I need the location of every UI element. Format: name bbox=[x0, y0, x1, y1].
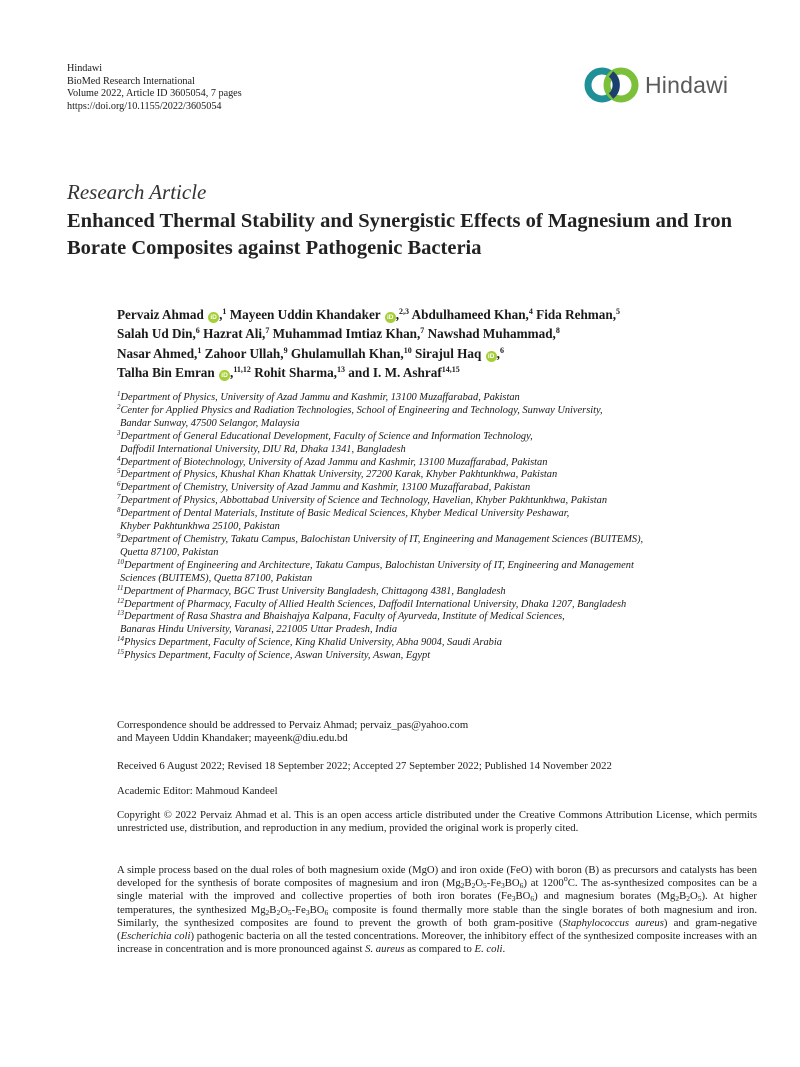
author-name: Fida Rehman, bbox=[536, 307, 617, 322]
journal-meta bbox=[67, 63, 242, 113]
publisher-name: Hindawi bbox=[67, 63, 103, 74]
author-line bbox=[117, 324, 757, 343]
affiliation-number: 1 bbox=[117, 390, 121, 398]
author-affil-ref: 9 bbox=[283, 345, 288, 355]
species-name: S. aureus bbox=[365, 943, 405, 956]
affiliation-text: Department of Pharmacy, BGC Trust University Bangladesh, Chittagong 4381, Bangladesh bbox=[123, 585, 506, 597]
author-name: Nawshad Muhammad, bbox=[427, 326, 556, 342]
subscript: 2 bbox=[686, 894, 691, 904]
affiliation bbox=[117, 428, 757, 444]
affiliation bbox=[117, 495, 757, 508]
affiliation-continuation: Quetta 87100, Pakistan bbox=[120, 546, 219, 558]
affiliation-number: 13 bbox=[117, 609, 124, 618]
subscript: 3 bbox=[501, 881, 505, 891]
subscript: 3 bbox=[305, 907, 310, 917]
copyright-notice: Copyright © 2022 Pervaiz Ahmad et al. This is an open access article distributed under the Creative Commons Attribution License, which permits unrestricted use, distribution, and reproduction in any medium, provided the original work is properly cited. bbox=[117, 809, 757, 835]
subscript: 5 bbox=[483, 881, 487, 891]
abstract-text: -Fe bbox=[486, 877, 502, 890]
hindawi-logo[interactable] bbox=[584, 64, 728, 106]
affiliation bbox=[117, 557, 757, 573]
affiliation-number: 7 bbox=[117, 493, 121, 502]
author-name: Pervaiz Ahmad bbox=[117, 307, 204, 322]
author-affil-ref: 4 bbox=[528, 307, 533, 316]
affiliation bbox=[117, 392, 757, 405]
author-line: Nasar Ahmed,$^1$ Zahoor Ullah,$^9$ Ghulamullah Khan,$^{10}$ Sirajul Haq iD ,$^6$ bbox=[117, 345, 504, 361]
subscript: 2 bbox=[675, 894, 680, 904]
affiliation-number: 3 bbox=[117, 428, 121, 437]
article-title: Enhanced Thermal Stability and Synergistic Effects of Magnesium and Iron Borate Composites against Pathogenic Bacteria bbox=[67, 210, 732, 259]
orcid-icon[interactable]: iD bbox=[208, 312, 219, 323]
journal-name: BioMed Research International bbox=[67, 75, 195, 87]
author-name: Abdulhameed Khan, bbox=[411, 307, 529, 322]
affiliation bbox=[117, 482, 757, 495]
abstract-text: composite is found thermally more stable than the single borates of both magnesium and iron. Similarly, the synthesized composites are found to prevent the growth of both gram-positive ( bbox=[117, 903, 757, 929]
subscript: 5 bbox=[287, 907, 292, 917]
affiliation bbox=[117, 508, 757, 521]
affiliation-text: Department of Chemistry, Takatu Campus, Balochistan University of IT, Engineering and Management Sciences (BUITEMS), bbox=[120, 533, 644, 545]
abstract-text: ) pathogenic bacteria on all the tested concentrations. Moreover, the inhibitory effect of the synthesized composite increases with an increase in concentration and is more pronounced against bbox=[117, 930, 757, 956]
author-line: Pervaiz Ahmad iD ,$^1$ Mayeen Uddin Khandaker iD ,$^{2,3}$ Abdulhameed Khan,$^4$ Fida Rehman,$^5$ bbox=[117, 307, 621, 322]
author-name: Sirajul Haq bbox=[415, 345, 482, 361]
author-name: Salah Ud Din, bbox=[117, 326, 196, 342]
doi-link[interactable]: https://doi.org/10.1155/2022/3605054 bbox=[67, 100, 222, 112]
orcid-icon[interactable]: iD bbox=[385, 312, 396, 323]
author-list bbox=[117, 305, 757, 383]
affiliation-number: 12 bbox=[117, 596, 124, 605]
affiliation-number: 2 bbox=[117, 402, 121, 411]
volume-line: Volume 2022, Article ID 3605054, 7 pages bbox=[67, 88, 242, 100]
affiliation-number: 14 bbox=[117, 635, 124, 644]
abstract-text: as compared to bbox=[404, 943, 475, 956]
author-affil-ref: 5 bbox=[616, 307, 621, 316]
affiliation-text: Physics Department, Faculty of Science, King Khalid University, Abha 9004, Saudi Arabia bbox=[124, 637, 502, 649]
affiliation-text: Department of Biotechnology, University of Azad Jammu and Kashmir, 13100 Muzaffarabad, Pakistan bbox=[120, 456, 548, 468]
subscript: 6 bbox=[519, 881, 524, 891]
abstract: A simple process based on the dual roles of both magnesium oxide (MgO) and iron oxide (FeO) with boron (B) as precursors and catalysts has been developed for the synthesis of borate composites of magnesium and iron $(Mg_2B_2O_5-Fe_3BO_6)$ at 1200$^o$C. The as-synthesized composites can be a single material with the improved and collective properties of both iron borates $(Fe_3BO_6)$ and magnesium borates $(Mg_2B_2O_5)$. At higher temperatures, the synthesized $Mg_2B_2O_5-Fe_3BO_6$ composite is found thermally more stable than the single borates of both magnesium and iron. Similarly, the synthesized composites are found to prevent the growth of both gram-positive (Staphylococcus aureus) and gram-negative (Escherichia coli) pathogenic bacteria on all the tested concentrations. Moreover, the inhibitory effect of the synthesized composite increases with an increase in concentration and is more pronounced against S. aureus as compared to E. coli. bbox=[117, 864, 757, 956]
affiliation-number: 6 bbox=[117, 480, 121, 489]
abstract-text: ) and magnesium borates (Mg bbox=[534, 890, 676, 903]
author-name: Ghulamullah Khan, bbox=[290, 345, 404, 361]
affiliation bbox=[117, 469, 757, 482]
affiliation bbox=[117, 596, 757, 612]
author-affil-ref: 7 bbox=[265, 326, 270, 336]
affiliation-text: Department of Physics, Abbottabad University of Science and Technology, Havelian, Khyber Pakhtunkhwa, Pakistan bbox=[120, 495, 608, 507]
affiliation-continuation: Khyber Pakhtunkhwa 25100, Pakistan bbox=[120, 521, 280, 533]
subscript: 2 bbox=[276, 907, 281, 917]
affiliation-text: Physics Department, Faculty of Science, Aswan University, Aswan, Egypt bbox=[124, 650, 431, 662]
author-name: Nasar Ahmed, bbox=[117, 345, 198, 361]
affiliation bbox=[117, 583, 757, 599]
author-affil-ref: 8 bbox=[555, 326, 560, 336]
abstract-text: ) at 1200 bbox=[523, 877, 564, 890]
affiliation-number: 5 bbox=[117, 467, 121, 476]
species-name: Staphylococcus aureus bbox=[562, 916, 664, 929]
species-name: Escherichia coli bbox=[120, 930, 191, 943]
affiliation-text: Department of Dental Materials, Institute of Basic Medical Sciences, Khyber Medical University Peshawar, bbox=[120, 508, 570, 520]
author-name: Talha Bin Emran bbox=[117, 365, 215, 381]
author-affil-ref: 6 bbox=[195, 326, 200, 336]
publication-dates: Received 6 August 2022; Revised 18 September 2022; Accepted 27 September 2022; Published 14 November 2022 bbox=[117, 760, 612, 772]
affiliation-text: Department of Rasa Shastra and Bhaishajya Kalpana, Faculty of Ayurveda, Institute of Medical Sciences, bbox=[124, 611, 565, 623]
subscript: 6 bbox=[324, 907, 329, 917]
author-name: Zahoor Ullah, bbox=[204, 345, 284, 361]
abstract-text: ). At higher temperatures, the synthesized Mg bbox=[117, 890, 757, 916]
affiliation-text: Department of General Educational Development, Faculty of Science and Information Technology, bbox=[120, 430, 533, 442]
affiliation-continuation: Sciences (BUITEMS), Quetta 87100, Pakistan bbox=[120, 572, 313, 584]
subscript: 2 bbox=[460, 881, 465, 891]
correspondence-line: and Mayeen Uddin Khandaker; mayeenk@diu.edu.bd bbox=[117, 732, 348, 745]
author-affil-ref: 11,12 bbox=[233, 365, 251, 375]
subscript: 2 bbox=[471, 881, 476, 891]
affiliation-continuation: Banaras Hindu University, Varanasi, 221005 Uttar Pradesh, India bbox=[120, 624, 398, 636]
subscript: 3 bbox=[511, 894, 516, 904]
subscript: 2 bbox=[265, 907, 270, 917]
affiliation-text: Department of Physics, Khushal Khan Khattak University, 27200 Karak, Khyber Pakhtunkhwa, Pakistan bbox=[120, 469, 558, 481]
hindawi-logo-icon bbox=[584, 64, 642, 106]
abstract-text: C. The as-synthesized composites can be a single material with the improved and collective properties of both iron borates (Fe bbox=[117, 877, 757, 903]
article-type: Research Article bbox=[67, 180, 207, 204]
author-affil-ref: 13 bbox=[336, 365, 345, 375]
species-name: E. coli bbox=[474, 943, 503, 956]
affiliation-text: Department of Chemistry, University of Azad Jammu and Kashmir, 13100 Muzaffarabad, Pakistan bbox=[120, 482, 531, 494]
correspondence-line: Correspondence should be addressed to Pervaiz Ahmad; pervaiz_pas@yahoo.com bbox=[117, 719, 469, 731]
affiliation bbox=[117, 611, 757, 624]
abstract-text: . bbox=[502, 943, 506, 956]
abstract-text: A simple process based on the dual roles of both magnesium oxide (MgO) and iron oxide (FeO) with boron (B) as precursors and catalysts has been developed for the synthesis of borate composites of magnesium and iron (Mg bbox=[117, 864, 757, 890]
affiliation-number: 4 bbox=[117, 454, 121, 463]
author-name: Muhammad Imtiaz Khan, bbox=[272, 326, 421, 342]
author-affil-ref: 1 bbox=[222, 307, 227, 316]
affiliation bbox=[117, 531, 757, 547]
superscript: o bbox=[563, 874, 568, 884]
author-line: Talha Bin Emran iD ,$^{11,12}$ Rohit Sharma,$^{13}$ and I. M. Ashraf$^{14,15}$ bbox=[117, 365, 460, 381]
affiliation bbox=[117, 637, 757, 650]
abstract-text: ) and gram-negative ( bbox=[117, 916, 757, 943]
logo-wordmark: Hindawi bbox=[645, 71, 729, 98]
author-affil-ref: 6 bbox=[499, 345, 504, 355]
affiliation bbox=[117, 650, 757, 663]
affiliation-text: Department of Engineering and Architecture, Takatu Campus, Balochistan University of IT, Engineering and Management bbox=[124, 559, 634, 571]
affiliation-number: 9 bbox=[117, 531, 121, 540]
author-name: Rohit Sharma, bbox=[254, 365, 337, 381]
affiliation bbox=[117, 454, 757, 470]
abstract-text: -Fe bbox=[291, 903, 306, 916]
academic-editor: Academic Editor: Mahmoud Kandeel bbox=[117, 785, 278, 797]
author-affil-ref: 10 bbox=[403, 345, 412, 355]
affiliation-text: Center for Applied Physics and Radiation Technologies, School of Engineering and Technology, Sunway University, bbox=[120, 404, 603, 416]
affiliation-number: 10 bbox=[117, 557, 124, 566]
author-name: Hazrat Ali, bbox=[203, 326, 266, 342]
subscript: 6 bbox=[530, 894, 535, 904]
correspondence bbox=[117, 719, 757, 745]
orcid-icon[interactable]: iD bbox=[486, 351, 497, 362]
author-affil-ref: 7 bbox=[420, 326, 425, 336]
affiliation-continuation: Bandar Sunway, 47500 Selangor, Malaysia bbox=[120, 417, 300, 429]
author-affil-ref: 1 bbox=[197, 345, 202, 355]
author-name: and I. M. Ashraf bbox=[348, 365, 442, 381]
affiliation-text: Department of Physics, University of Azad Jammu and Kashmir, 13100 Muzaffarabad, Pakistan bbox=[120, 392, 520, 403]
author-affil-ref: 14,15 bbox=[441, 365, 460, 375]
affiliation-number: 8 bbox=[117, 506, 121, 515]
affiliation-list bbox=[117, 392, 757, 663]
affiliation-text: Department of Pharmacy, Faculty of Allied Health Sciences, Daffodil International University, Dhaka 1207, Bangladesh bbox=[124, 598, 627, 610]
affiliation-continuation: Daffodil International University, DIU Rd, Dhaka 1341, Bangladesh bbox=[120, 443, 406, 455]
author-name: Mayeen Uddin Khandaker bbox=[229, 307, 381, 322]
author-affil-ref: 2,3 bbox=[399, 307, 410, 316]
affiliation-number: 11 bbox=[117, 583, 124, 592]
orcid-icon[interactable]: iD bbox=[219, 370, 230, 381]
subscript: 5 bbox=[697, 894, 702, 904]
affiliation-number: 15 bbox=[117, 648, 124, 657]
affiliation bbox=[117, 402, 757, 418]
